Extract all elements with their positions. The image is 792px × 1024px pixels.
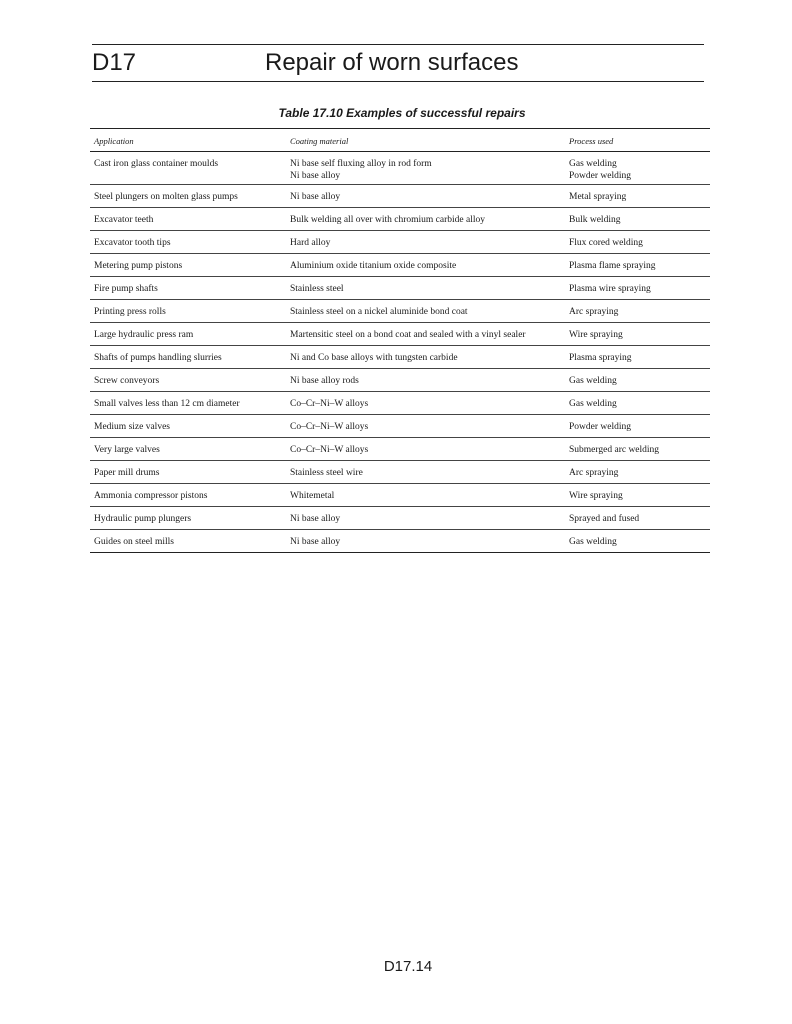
cell-application: Metering pump pistons — [94, 261, 183, 271]
process-line: Powder welding — [569, 422, 632, 432]
cell-coating-material — [290, 306, 568, 318]
table-row — [90, 300, 710, 323]
cell-coating-material — [290, 398, 568, 410]
column-header-coating-material: Coating material — [290, 136, 349, 146]
coating-line: Stainless steel on a nickel aluminide bond coat — [290, 307, 468, 317]
cell-process-used — [569, 237, 710, 249]
process-line: Powder welding — [569, 171, 632, 181]
process-line: Submerged arc welding — [569, 445, 660, 455]
cell-process-used — [569, 260, 710, 272]
cell-process-used — [569, 214, 710, 226]
cell-application: Excavator teeth — [94, 215, 154, 225]
cell-application: Printing press rolls — [94, 307, 166, 317]
table-caption — [0, 106, 792, 120]
cell-process-used — [569, 467, 710, 479]
coating-line: Ni base alloy — [290, 514, 341, 524]
table-row — [90, 461, 710, 484]
cell-process-used — [569, 283, 710, 295]
cell-coating-material — [290, 237, 568, 249]
cell-coating-material — [290, 329, 568, 341]
cell-coating-material — [290, 214, 568, 226]
cell-coating-material — [290, 352, 568, 364]
column-header-process-used: Process used — [569, 136, 614, 146]
cell-application: Paper mill drums — [94, 468, 160, 478]
table-row — [90, 438, 710, 461]
table-header-row — [90, 129, 710, 152]
process-line: Plasma wire spraying — [569, 284, 651, 294]
cell-coating-material — [290, 260, 568, 272]
page-footer — [0, 958, 792, 975]
coating-line: Bulk welding all over with chromium carbide alloy — [290, 215, 485, 225]
table-row — [90, 231, 710, 254]
section-code: D17 — [92, 49, 137, 76]
cell-process-used — [569, 375, 710, 387]
table-row — [90, 392, 710, 415]
cell-application: Small valves less than 12 cm diameter — [94, 399, 240, 409]
cell-process-used — [569, 352, 710, 364]
table-row — [90, 484, 710, 507]
cell-application: Screw conveyors — [94, 376, 160, 386]
table-row — [90, 254, 710, 277]
cell-process-used — [569, 191, 710, 203]
cell-application: Excavator tooth tips — [94, 238, 171, 248]
process-line: Flux cored welding — [569, 238, 643, 248]
cell-process-used — [569, 158, 710, 182]
cell-coating-material — [290, 158, 568, 182]
table-row — [90, 530, 710, 552]
page-header — [92, 44, 704, 82]
table-caption-text: Table 17.10 Examples of successful repairs — [278, 106, 526, 120]
process-line: Plasma flame spraying — [569, 261, 656, 271]
cell-coating-material — [290, 375, 568, 387]
table-row — [90, 152, 710, 185]
cell-process-used — [569, 513, 710, 525]
coating-line: Hard alloy — [290, 238, 331, 248]
cell-application: Very large valves — [94, 445, 160, 455]
cell-application: Shafts of pumps handling slurries — [94, 353, 222, 363]
process-line: Plasma spraying — [569, 353, 632, 363]
process-line: Sprayed and fused — [569, 514, 640, 524]
cell-application: Steel plungers on molten glass pumps — [94, 192, 238, 202]
cell-coating-material — [290, 513, 568, 525]
process-line: Bulk welding — [569, 215, 621, 225]
process-line: Gas welding — [569, 376, 617, 386]
table-row — [90, 415, 710, 438]
table-row — [90, 346, 710, 369]
cell-application: Medium size valves — [94, 422, 170, 432]
coating-line: Ni and Co base alloys with tungsten carbide — [290, 353, 458, 363]
process-line: Gas welding — [569, 537, 617, 547]
cell-process-used — [569, 306, 710, 318]
cell-coating-material — [290, 536, 568, 548]
cell-process-used — [569, 536, 710, 548]
table-row — [90, 507, 710, 530]
cell-coating-material — [290, 467, 568, 479]
coating-line: Ni base self fluxing alloy in rod form — [290, 159, 432, 169]
coating-line: Stainless steel wire — [290, 468, 363, 478]
cell-application: Ammonia compressor pistons — [94, 491, 208, 501]
cell-process-used — [569, 329, 710, 341]
page-number: D17.14 — [383, 958, 433, 975]
table-row — [90, 208, 710, 231]
cell-application: Fire pump shafts — [94, 284, 158, 294]
cell-coating-material — [290, 283, 568, 295]
cell-process-used — [569, 398, 710, 410]
cell-application: Hydraulic pump plungers — [94, 514, 192, 524]
cell-application: Large hydraulic press ram — [94, 330, 194, 340]
coating-line: Ni base alloy — [290, 171, 341, 181]
cell-coating-material — [290, 490, 568, 502]
process-line: Arc spraying — [569, 307, 619, 317]
column-header-application: Application — [94, 136, 134, 146]
coating-line: Ni base alloy rods — [290, 376, 359, 386]
coating-line: Ni base alloy — [290, 537, 341, 547]
table-row — [90, 369, 710, 392]
process-line: Gas welding — [569, 159, 617, 169]
table-row — [90, 185, 710, 208]
process-line: Arc spraying — [569, 468, 619, 478]
repairs-table — [90, 128, 710, 553]
page-title: Repair of worn surfaces — [265, 49, 519, 76]
process-line: Metal spraying — [569, 192, 627, 202]
cell-application: Guides on steel mills — [94, 537, 174, 547]
coating-line: Whitemetal — [290, 491, 335, 501]
cell-coating-material — [290, 444, 568, 456]
coating-line: Martensitic steel on a bond coat and sealed with a vinyl sealer — [290, 330, 526, 340]
cell-process-used — [569, 421, 710, 433]
coating-line: Co–Cr–Ni–W alloys — [290, 445, 369, 455]
process-line: Wire spraying — [569, 330, 623, 340]
cell-coating-material — [290, 421, 568, 433]
table-row — [90, 277, 710, 300]
coating-line: Ni base alloy — [290, 192, 341, 202]
coating-line: Aluminium oxide titanium oxide composite — [290, 261, 457, 271]
coating-line: Stainless steel — [290, 284, 344, 294]
process-line: Gas welding — [569, 399, 617, 409]
cell-coating-material — [290, 191, 568, 203]
table-row — [90, 323, 710, 346]
cell-process-used — [569, 444, 710, 456]
cell-process-used — [569, 490, 710, 502]
process-line: Wire spraying — [569, 491, 623, 501]
coating-line: Co–Cr–Ni–W alloys — [290, 422, 369, 432]
coating-line: Co–Cr–Ni–W alloys — [290, 399, 369, 409]
cell-application: Cast iron glass container moulds — [94, 159, 219, 169]
